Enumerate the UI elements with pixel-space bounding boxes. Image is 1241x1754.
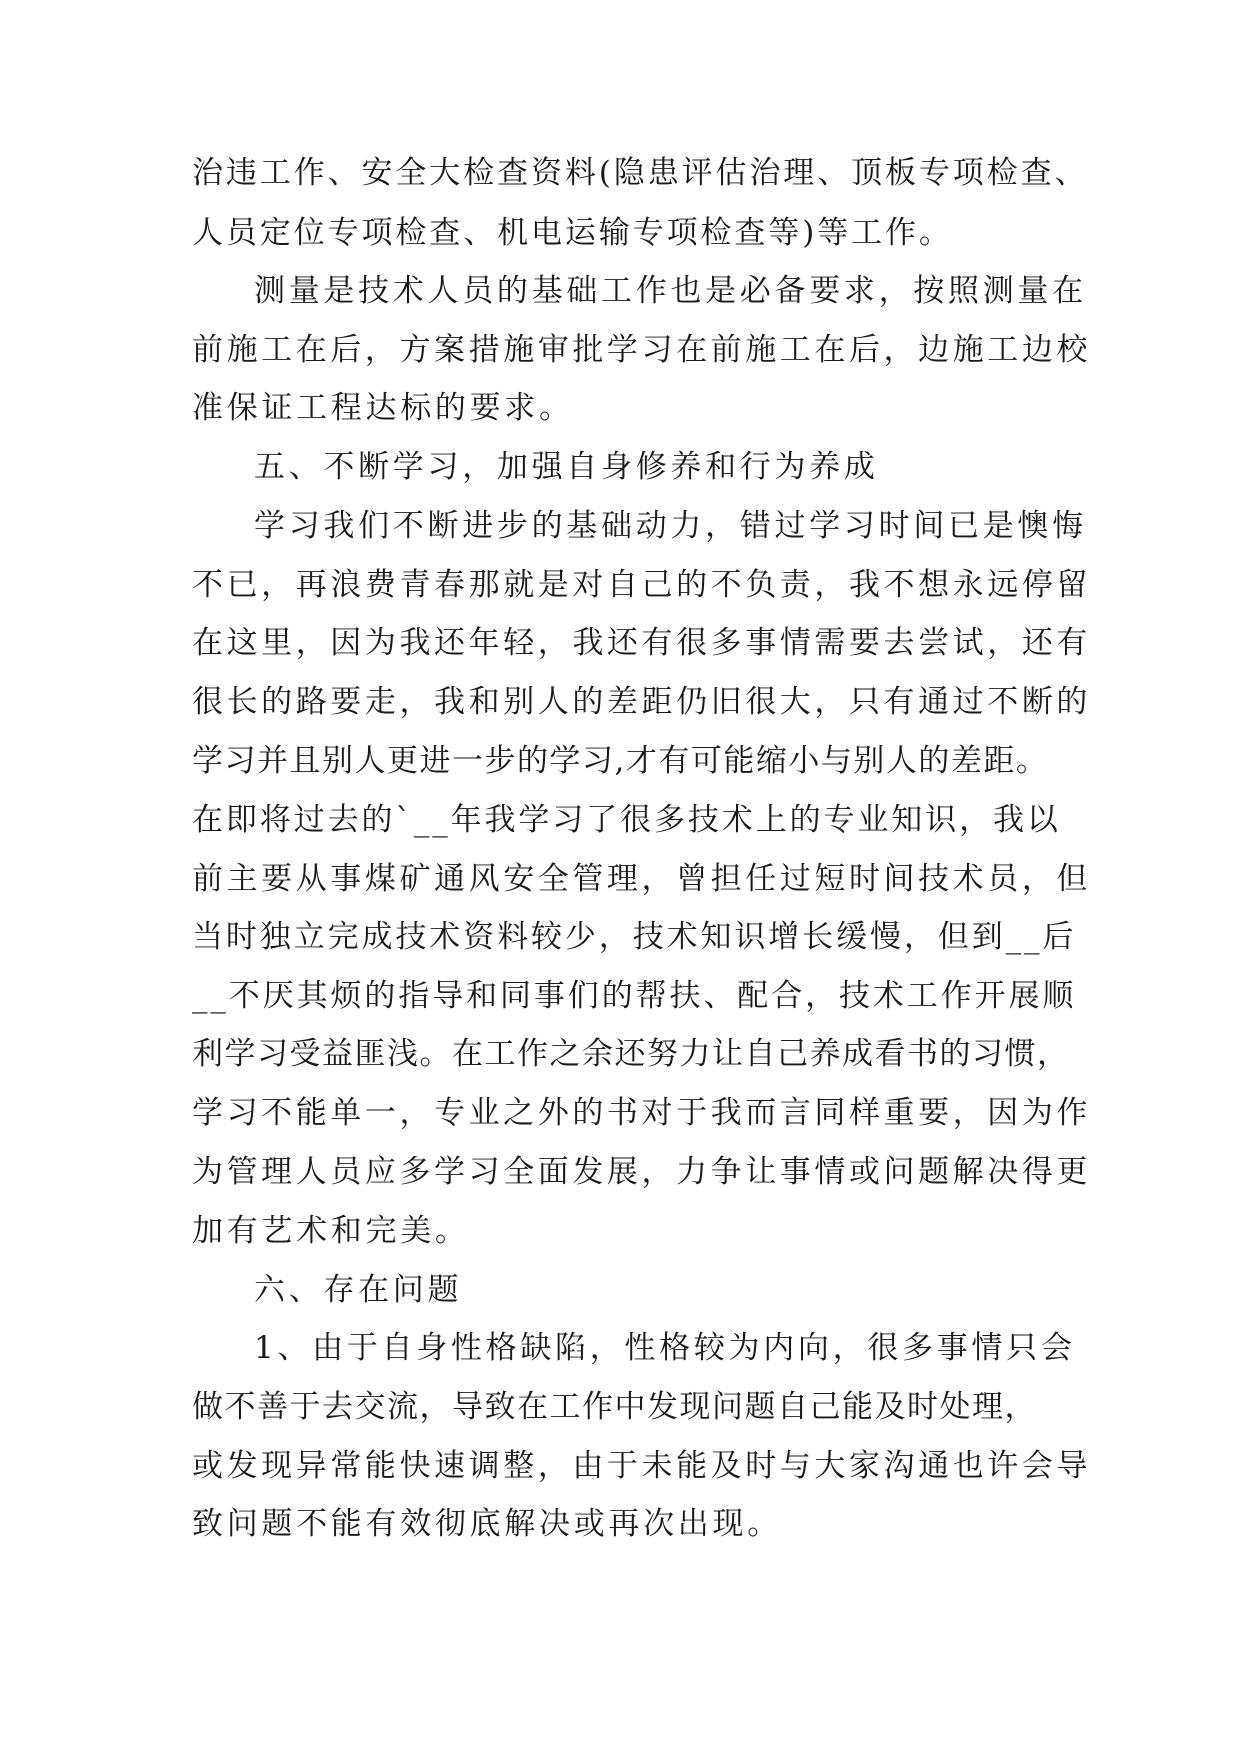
text-line-19: 加有艺术和完美。 (192, 1213, 470, 1249)
text-line-5: 准保证工程达标的要求。 (192, 390, 574, 426)
text-line-2: 人员定位专项检查、机电运输专项检查等)等工作。 (192, 215, 953, 251)
section-heading-6: 六、存在问题 (254, 1272, 463, 1308)
text-line-11: 学习并且别人更进一步的学习,才有可能缩小与别人的差距。 (192, 743, 1049, 779)
text-line-15: __不厌其烦的指导和同事们的帮扶、配合，技术工作开展顺 (192, 978, 1077, 1014)
text-line-14: 当时独立完成技术资料较少，技术知识增长缓慢，但到__后 (192, 919, 1077, 955)
text-line-22: 做不善于去交流，导致在工作中发现问题自己能及时处理， (192, 1389, 1037, 1425)
section-heading-5: 五、不断学习，加强自身修养和行为养成 (254, 449, 879, 485)
text-line-24: 致问题不能有效彻底解决或再次出现。 (192, 1506, 782, 1542)
text-line-18: 为管理人员应多学习全面发展，力争让事情或问题解决得更 (192, 1154, 1091, 1190)
text-line-23: 或发现异常能快速调整，由于未能及时与大家沟通也许会导 (192, 1448, 1091, 1484)
text-line-10: 很长的路要走，我和别人的差距仍旧很大，只有通过不断的 (192, 684, 1091, 720)
text-line-16: 利学习受益匪浅。在工作之余还努力让自己养成看书的习惯， (192, 1036, 1070, 1072)
text-line-12: 在即将过去的`__年我学习了很多技术上的专业知识，我以 (192, 802, 1061, 838)
text-line-21: 1、由于自身性格缺陷，性格较为内向，很多事情只会 (254, 1330, 1076, 1366)
text-line-4: 前施工在后，方案措施审批学习在前施工在后，边施工边校 (192, 332, 1091, 368)
text-line-1: 治违工作、安全大检查资料(隐患评估治理、顶板专项检查、 (192, 155, 1089, 191)
text-line-9: 在这里，因为我还年轻，我还有很多事情需要去尝试，还有 (192, 625, 1091, 661)
text-line-8: 不已，再浪费青春那就是对自己的不负责，我不想永远停留 (192, 567, 1091, 603)
text-line-3: 测量是技术人员的基础工作也是必备要求，按照测量在 (254, 273, 1087, 309)
text-line-17: 学习不能单一，专业之外的书对于我而言同样重要，因为作 (192, 1095, 1091, 1131)
text-line-7: 学习我们不断进步的基础动力，错过学习时间已是懊悔 (254, 508, 1087, 544)
text-line-13: 前主要从事煤矿通风安全管理，曾担任过短时间技术员，但 (192, 861, 1091, 897)
